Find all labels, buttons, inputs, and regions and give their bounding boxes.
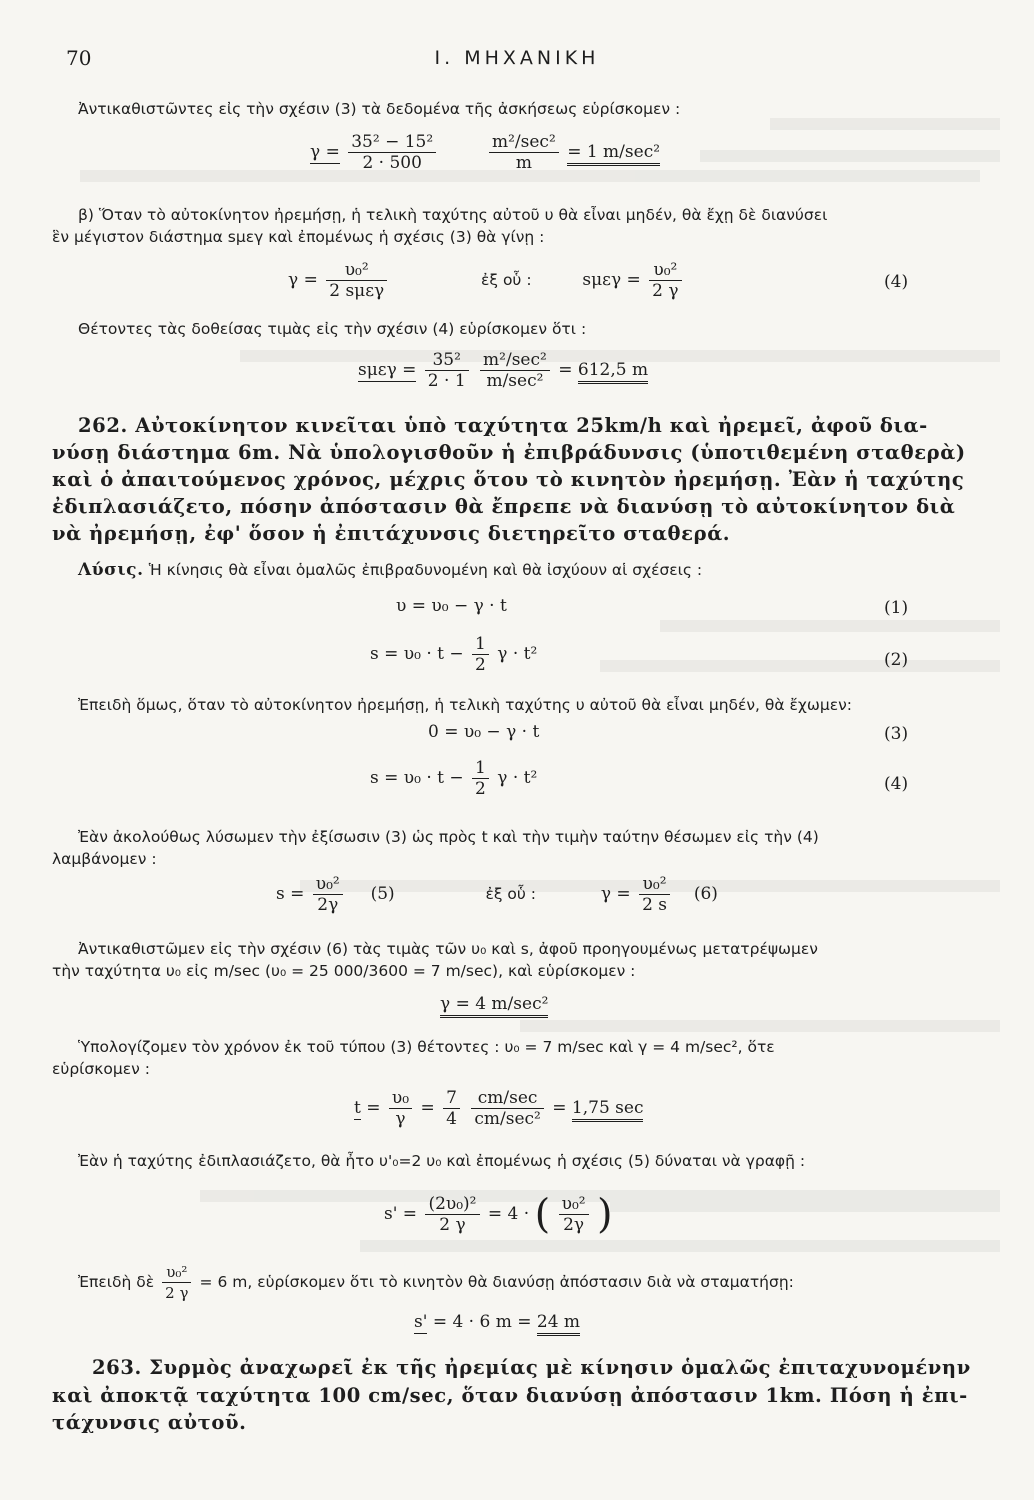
equation-smax-value: sμεγ = $\frac{\text{35²}}{2 \cdot 1}$ $\frac{\text{m²/sec²}}{\text{m/sec²}}$ = 612,5 m	[358, 350, 649, 391]
solve-line1: Ἐὰν ἀκολούθως λύσωμεν τὴν ἐξίσωσιν (3) ὡς πρὸς t καὶ τὴν τιμὴν ταύτην θέσωμεν εἰς τὴν (4)	[78, 828, 819, 846]
equation-gamma-calc: γ = $\frac{\text{35² − 15²}}{2 \cdot 500}$ $\frac{\text{m²/sec²}}{m}$ = 1 m/sec²	[310, 132, 661, 173]
equation-time: t = $\frac{\text{υ₀}}{\gamma}$ = $\frac{7}{4}$ $\frac{cm/\sec}{\text{cm/sec²}}$ = 1,75 sec	[354, 1088, 644, 1129]
equation-4: s = υ₀ · t − $\frac{1}{2}$ γ · t²	[370, 758, 538, 799]
equation-label-2: (2)	[884, 650, 909, 670]
problem-263-line: καὶ ἀποκτᾷ ταχύτητα 100 cm/sec, ὅταν διανύσῃ ἀπόστασιν 1km. Πόση ἡ ἐπι-	[52, 1384, 968, 1407]
part-b-line1: β) Ὅταν τὸ αὐτοκίνητον ἠρεμήσῃ, ἡ τελικὴ ταχύτης αὐτοῦ υ θὰ εἶναι μηδέν, θὰ ἔχῃ δὲ διανύσει	[78, 206, 828, 224]
subst-line2: τὴν ταχύτητα υ₀ εἰς m/sec (υ₀ = 25 000/3600 = 7 m/sec), καὶ εὑρίσκομεν :	[52, 962, 636, 980]
placing-text: Θέτοντες τὰς δοθείσας τιμὰς εἰς τὴν σχέσιν (4) εὑρίσκομεν ὅτι :	[78, 320, 587, 338]
doubled-text: Ἐὰν ἡ ταχύτης ἐδιπλασιάζετο, θὰ ἦτο υ'₀=2 υ₀ καὶ ἐπομένως ἡ σχέσις (5) δύναται νὰ γραφῇ :	[78, 1152, 806, 1170]
equation-1: υ = υ₀ − γ · t	[396, 596, 507, 616]
final-text: Ἐπειδὴ δὲ $\frac{\text{υ₀²}}{2 \gamma}$ = 6 m, εὑρίσκομεν ὅτι τὸ κινητὸν θὰ διανύσῃ ἀπόστασιν διὰ νὰ σταματήσῃ:	[78, 1263, 794, 1302]
equation-label-3: (3)	[884, 724, 909, 744]
equation-s-prime: s' = $\frac{\text{(2υ₀)²}}{2 \gamma}$ = 4 · ( $\frac{\text{υ₀²}}{2\gamma}$ )	[384, 1191, 613, 1238]
solution-paragraph	[78, 560, 702, 580]
equation-smax: γ = $\frac{\text{υ₀²}}{\text{2 sμεγ}}$ ἐξ οὗ : sμεγ = $\frac{\text{υ₀²}}{2 \gamma}$	[288, 260, 685, 301]
problem-262-line: ἐδιπλασιάζετο, πόσην ἀπόστασιν θὰ ἔπρεπε νὰ διανύσῃ τὸ αὐτοκίνητον διὰ	[52, 495, 956, 518]
part-b-line2: ἓν μέγιστον διάστημα sμεγ καὶ ἐπομένως ἡ σχέσις (3) θὰ γίνῃ :	[52, 228, 545, 246]
equation-final: s' = 4 · 6 m = 24 m	[414, 1312, 580, 1332]
problem-263-line: τάχυνσις αὐτοῦ.	[52, 1411, 247, 1434]
equation-2: s = υ₀ · t − $\frac{1}{2}$ γ · t²	[370, 634, 538, 675]
equation-label-4b: (4)	[884, 774, 909, 794]
page-number: 70	[66, 46, 92, 70]
intro-text: Ἀντικαθιστῶντες εἰς τὴν σχέσιν (3) τὰ δεδομένα τῆς ἀσκήσεως εὑρίσκομεν :	[78, 100, 681, 118]
solve-line2: λαμβάνομεν :	[52, 850, 157, 868]
problem-262-line: 262. Αὐτοκίνητον κινεῖται ὑπὸ ταχύτητα 25km/h καὶ ἠρεμεῖ, ἀφοῦ δια-	[78, 414, 928, 437]
problem-262-line: νύσῃ διάστημα 6m. Νὰ ὑπολογισθοῦν ἡ ἐπιβράδυνσις (ὑποτιθεμένη σταθερὰ)	[52, 441, 966, 464]
equation-5-6: s = $\frac{\text{υ₀²}}{2\gamma}$ (5) ἐξ οὗ : γ = $\frac{\text{υ₀²}}{2 s}$ (6)	[276, 874, 718, 915]
solution-text: Ἡ κίνησις θὰ εἶναι ὁμαλῶς ἐπιβραδυνομένη καὶ θὰ ἰσχύουν αἱ σχέσεις :	[148, 561, 703, 579]
problem-263-line: 263. Συρμὸς ἀναχωρεῖ ἐκ τῆς ἠρεμίας μὲ κίνησιν ὁμαλῶς ἐπιταχυνομένην	[92, 1356, 971, 1379]
subst-line1: Ἀντικαθιστῶμεν εἰς τὴν σχέσιν (6) τὰς τιμὰς τῶν υ₀ καὶ s, ἀφοῦ προηγουμένως μετατρέψωμεν	[78, 940, 818, 958]
since-text: Ἐπειδὴ ὅμως, ὅταν τὸ αὐτοκίνητον ἠρεμήσῃ, ἡ τελικὴ ταχύτης υ αὐτοῦ θὰ εἶναι μηδέν, θὰ ἔχωμεν:	[78, 696, 852, 714]
equation-3: 0 = υ₀ − γ · t	[428, 722, 540, 742]
equation-label-1: (1)	[884, 598, 909, 618]
running-header: I. ΜΗΧΑΝΙΚΗ	[434, 47, 600, 69]
solution-label: Λύσις.	[78, 560, 144, 580]
problem-262-line: καὶ ὁ ἀπαιτούμενος χρόνος, μέχρις ὅτου τὸ κινητὸν ἠρεμήσῃ. Ἐὰν ἡ ταχύτης	[52, 468, 965, 491]
result-gamma: γ = 4 m/sec²	[440, 994, 548, 1014]
problem-262-line: νὰ ἠρεμήσῃ, ἐφ' ὅσον ἡ ἐπιτάχυνσις διετηρεῖτο σταθερά.	[52, 522, 731, 545]
calc-time-line2: εὑρίσκομεν :	[52, 1060, 150, 1078]
calc-time-line1: Ὑπολογίζομεν τὸν χρόνον ἐκ τοῦ τύπου (3) θέτοντες : υ₀ = 7 m/sec καὶ γ = 4 m/sec², ὅτε	[78, 1038, 775, 1056]
equation-label-4: (4)	[884, 272, 909, 292]
